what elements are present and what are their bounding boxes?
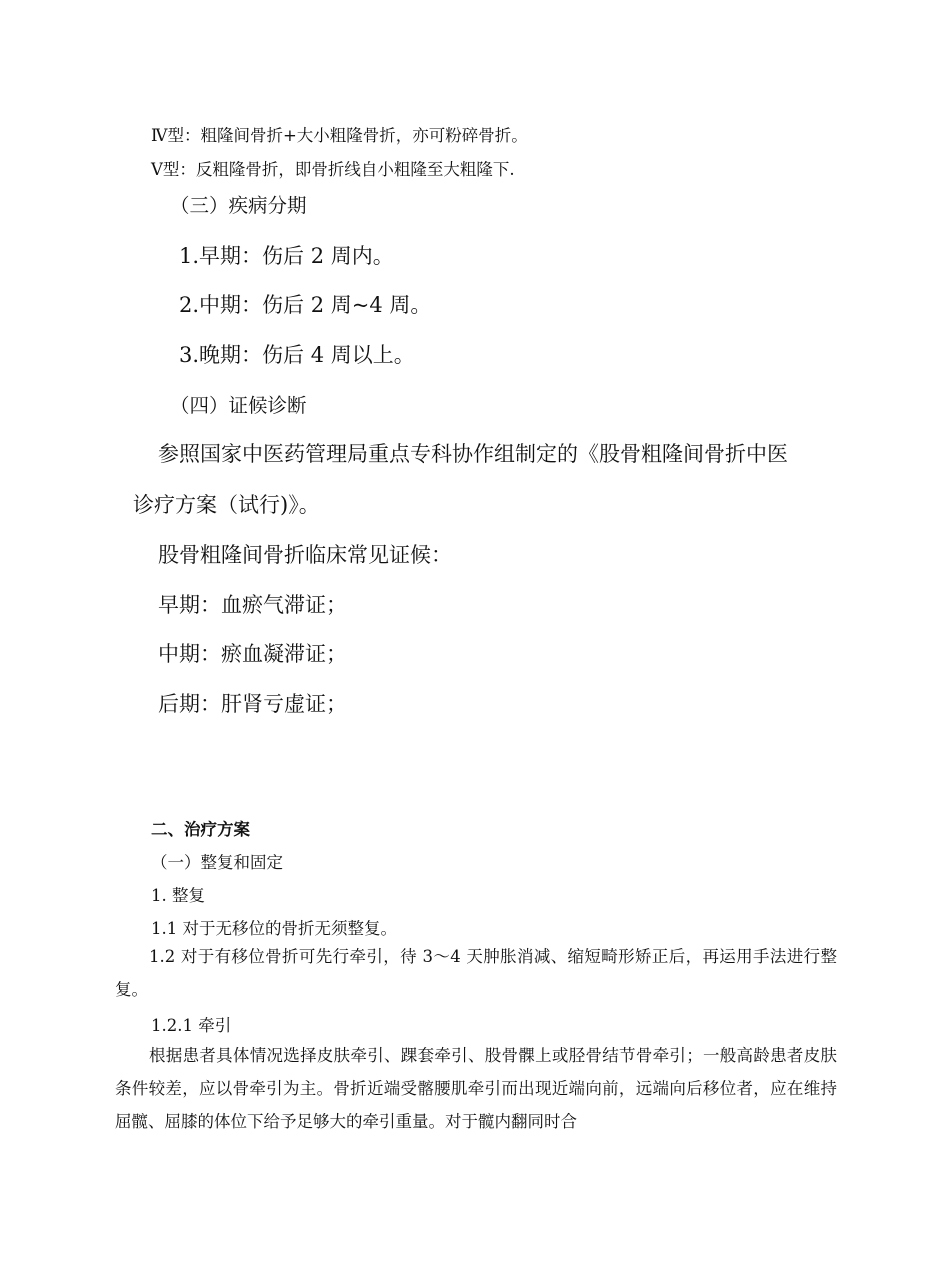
common-syndromes-text: 股骨粗隆间骨折临床常见证候： [158, 543, 452, 567]
type-iv-text: Ⅳ型：粗隆间骨折+大小粗隆骨折，亦可粉碎骨折。 [151, 126, 528, 145]
reference-line-1: 参照国家中医药管理局重点专科协作组制定的《股骨粗隆间骨折中医 [158, 442, 788, 466]
early-syndrome-text: 早期：血瘀气滞证； [158, 593, 347, 617]
stage-early: 1.早期：伤后 2 周内。 [179, 244, 394, 268]
middle-syndrome-text: 中期：瘀血凝滞证； [158, 642, 347, 666]
stage-late: 3.晚期：伤后 4 周以上。 [179, 343, 415, 367]
stage-middle: 2.中期：伤后 2 周~4 周。 [179, 293, 432, 317]
staging-heading: （三）疾病分期 [170, 194, 307, 217]
reference-line-2: 诊疗方案（试行)》。 [133, 493, 320, 517]
item-1-reduction: 1. 整复 [151, 886, 205, 905]
item-1-1: 1.1 对于无移位的骨折无须整复。 [151, 919, 397, 938]
type-v-text: Ⅴ型：反粗隆骨折，即骨折线自小粗隆至大粗隆下. [151, 160, 515, 179]
section-title-treatment: 二、治疗方案 [151, 820, 250, 839]
item-1-2-paragraph: 1.2 对于有移位骨折可先行牵引，待 3～4 天肿胀消减、缩短畸形矫正后，再运用手法进行整复。 [115, 947, 837, 999]
traction-paragraph: 根据患者具体情况选择皮肤牵引、踝套牵引、股骨髁上或胫骨结节骨牵引；一般高龄患者皮肤条件较差，应以骨牵引为主。骨折近端受髂腰肌牵引而出现近端向前，远端向后移位者，应在维持屈髋、屈膝的体位下给予足够大的牵引重量。对于髋内翻同时合 [115, 1046, 837, 1131]
sub-heading-reduction-fixation: （一）整复和固定 [151, 853, 283, 872]
item-1-2-1-traction: 1.2.1 牵引 [151, 1016, 232, 1035]
syndrome-heading: （四）证候诊断 [170, 394, 307, 417]
late-syndrome-text: 后期：肝肾亏虚证； [158, 692, 347, 716]
